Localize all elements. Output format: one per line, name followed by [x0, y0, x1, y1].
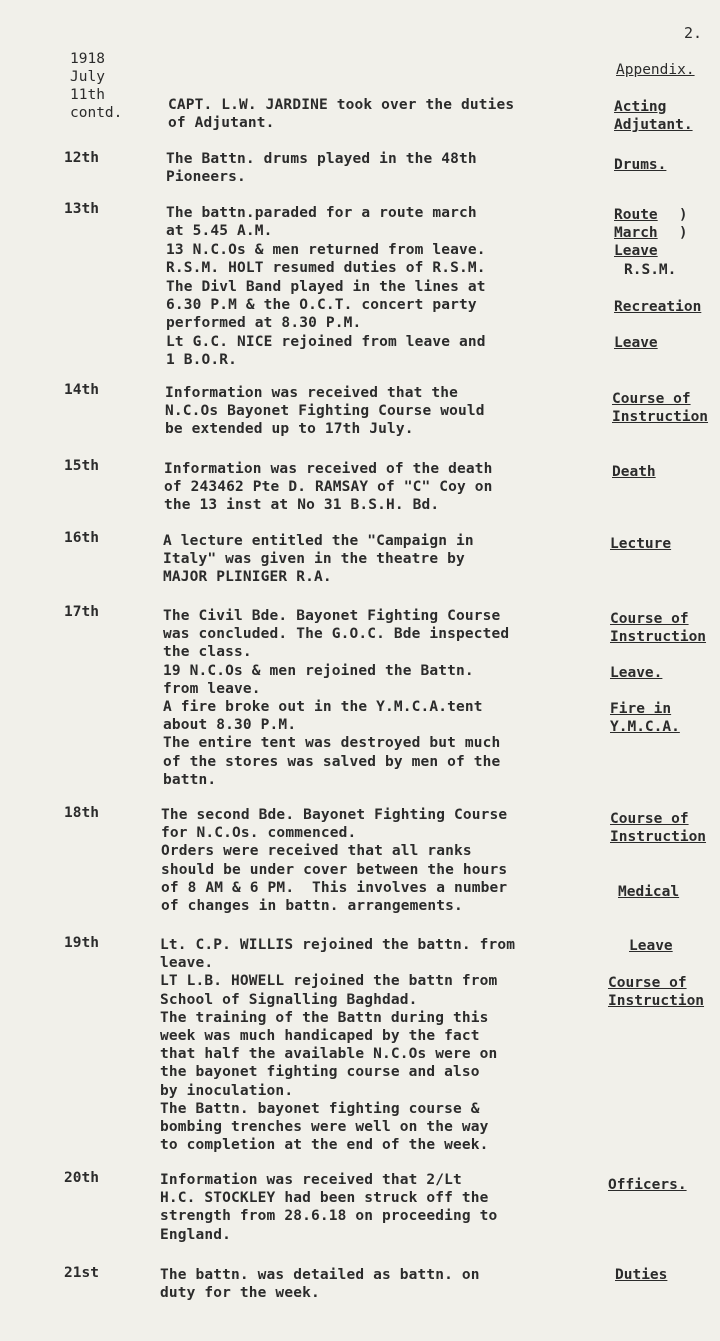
entry-text	[160, 1266, 480, 1302]
tag-line: Course of	[608, 975, 687, 991]
appendix-tag	[615, 1266, 667, 1284]
appendix-heading: Appendix.	[616, 62, 695, 78]
entry-line: was concluded. The G.O.C. Bde inspected	[163, 626, 510, 643]
entry-line: Lt. C.P. WILLIS rejoined the battn. from	[160, 937, 516, 953]
entry-line: School of Signalling Baghdad.	[160, 991, 418, 1008]
date-heading	[70, 50, 122, 122]
tag-line: Course of	[612, 391, 691, 407]
appendix-tag	[629, 937, 673, 955]
entry-line: performed at 8.30 P.M.	[166, 315, 362, 332]
brace-mark: )	[679, 207, 688, 223]
entry-line: LT L.B. HOWELL rejoined the battn from	[160, 973, 498, 990]
appendix-tag	[614, 334, 658, 352]
entry-line: 19 N.C.Os & men rejoined the Battn.	[163, 662, 474, 679]
entry-line: H.C. STOCKLEY had been struck off the	[160, 1190, 489, 1207]
entry-day: 16th	[64, 530, 99, 546]
tag-line: Leave.	[610, 665, 663, 681]
entry-line: for N.C.Os. commenced.	[161, 825, 357, 842]
brace-mark: )	[679, 225, 688, 241]
entry-line: of Adjutant.	[168, 115, 275, 132]
entry-line: week was much handicaped by the fact	[160, 1028, 480, 1045]
tag-line: Y.M.C.A.	[610, 719, 680, 736]
entry-line: CAPT. L.W. JARDINE took over the duties	[168, 97, 515, 113]
entry-line: The training of the Battn during this	[160, 1009, 489, 1026]
entry-day: 17th	[64, 604, 99, 620]
first-day: 11th	[70, 87, 105, 103]
entry-day: 18th	[64, 805, 99, 821]
tag-line: Course of	[610, 811, 689, 827]
entry-text	[166, 204, 486, 370]
entry-line: A fire broke out in the Y.M.C.A.tent	[163, 699, 483, 716]
entry-line: N.C.Os Bayonet Fighting Course would	[165, 403, 485, 420]
entry-line: should be under cover between the hours	[161, 861, 508, 878]
entry-line: from leave.	[163, 680, 261, 697]
entry-text	[168, 96, 514, 132]
entry-line: R.S.M. HOLT resumed duties of R.S.M.	[166, 260, 486, 277]
entry-day: 15th	[64, 458, 99, 474]
entry-line: leave.	[160, 955, 214, 972]
entry-line: England.	[160, 1226, 232, 1243]
entry-line: the 13 inst at No 31 B.S.H. Bd.	[164, 497, 440, 514]
month: July	[70, 69, 105, 85]
tag-line: Drums.	[614, 157, 667, 173]
entry-line: The Battn. drums played in the 48th	[166, 151, 477, 167]
entry-line: Italy" was given in the theatre by	[163, 551, 465, 568]
tag-line: Leave	[629, 938, 673, 954]
appendix-tag	[614, 98, 693, 134]
tag-line: Fire in	[610, 701, 672, 717]
entry-day: 13th	[64, 201, 99, 217]
appendix-tag	[610, 810, 706, 846]
tag-line: R.S.M.	[624, 261, 677, 278]
entry-line: bombing trenches were well on the way	[160, 1119, 489, 1136]
appendix-tag	[610, 610, 706, 646]
entry-text	[163, 532, 474, 587]
entry-line: strength from 28.6.18 on proceeding to	[160, 1208, 498, 1225]
entry-line: A lecture entitled the "Campaign in	[163, 533, 474, 549]
tag-line: Course of	[610, 611, 689, 627]
entry-line: of changes in battn. arrangements.	[161, 898, 463, 915]
entry-line: Pioneers.	[166, 169, 246, 186]
entry-text	[160, 936, 515, 1154]
tag-line: Adjutant.	[614, 117, 693, 134]
tag-line: Medical	[618, 884, 680, 900]
entry-line: of 243462 Pte D. RAMSAY of "C" Coy on	[164, 479, 493, 496]
appendix-tag	[614, 206, 676, 279]
year: 1918	[70, 51, 105, 67]
entry-line: the bayonet fighting course and also	[160, 1064, 480, 1081]
tag-line: Acting	[614, 99, 667, 115]
appendix-tag	[608, 974, 704, 1010]
appendix-tag	[608, 1176, 687, 1194]
entry-day: 14th	[64, 382, 99, 398]
entry-line: 1 B.O.R.	[166, 352, 238, 369]
tag-line: Instruction	[610, 629, 707, 646]
entry-line: Orders were received that all ranks	[161, 843, 472, 860]
appendix-tag	[610, 700, 680, 736]
appendix-tag	[612, 463, 656, 481]
entry-line: by inoculation.	[160, 1082, 294, 1099]
tag-line: March	[614, 225, 658, 242]
entry-line: to completion at the end of the week.	[160, 1137, 489, 1154]
appendix-tag	[612, 390, 708, 426]
entry-line: duty for the week.	[160, 1285, 320, 1302]
appendix-tag	[614, 156, 666, 174]
entry-day: 20th	[64, 1170, 99, 1186]
tag-line: Death	[612, 464, 656, 480]
tag-line: Lecture	[610, 536, 672, 552]
contd-label: contd.	[70, 105, 123, 121]
entry-line: The Civil Bde. Bayonet Fighting Course	[163, 608, 501, 624]
entry-line: about 8.30 P.M.	[163, 717, 297, 734]
entry-text	[160, 1171, 497, 1244]
page-number: 2.	[684, 24, 703, 42]
entry-line: The Battn. bayonet fighting course &	[160, 1100, 480, 1117]
entry-day: 19th	[64, 935, 99, 951]
entry-line: Information was received that 2/Lt	[160, 1172, 462, 1188]
appendix-tag	[610, 535, 671, 553]
tag-line: Instruction	[612, 409, 709, 426]
tag-line: Instruction	[610, 829, 707, 846]
entry-line: at 5.45 A.M.	[166, 223, 273, 240]
entry-day: 21st	[64, 1265, 99, 1281]
entry-line: 6.30 P.M & the O.C.T. concert party	[166, 297, 477, 314]
entry-line: The second Bde. Bayonet Fighting Course	[161, 807, 508, 823]
tag-line: Leave	[614, 243, 658, 260]
entry-line: The battn. was detailed as battn. on	[160, 1267, 480, 1283]
entry-line: The Divl Band played in the lines at	[166, 278, 486, 295]
entry-line: The battn.paraded for a route march	[166, 205, 477, 221]
tag-line: Duties	[615, 1267, 668, 1283]
entry-line: of 8 AM & 6 PM. This involves a number	[161, 879, 508, 896]
tag-line: Instruction	[608, 993, 705, 1010]
entry-line: the class.	[163, 644, 252, 661]
entry-line: Information was received of the death	[164, 461, 493, 477]
appendix-tag	[610, 664, 662, 682]
appendix-tag	[614, 298, 701, 316]
entry-text	[163, 607, 509, 789]
entry-line: Lt G.C. NICE rejoined from leave and	[166, 333, 486, 350]
entry-text	[165, 384, 485, 439]
tag-line: Leave	[614, 335, 658, 351]
entry-text	[166, 150, 477, 186]
entry-line: MAJOR PLINIGER R.A.	[163, 569, 332, 586]
entry-line: The entire tent was destroyed but much	[163, 735, 501, 752]
tag-line: Officers.	[608, 1177, 687, 1193]
appendix-tag	[618, 883, 679, 901]
tag-line: Route	[614, 207, 658, 223]
entry-line: Information was received that the	[165, 385, 459, 401]
entry-line: of the stores was salved by men of the	[163, 753, 501, 770]
entry-line: 13 N.C.Os & men returned from leave.	[166, 241, 486, 258]
entry-line: that half the available N.C.Os were on	[160, 1046, 498, 1063]
entry-day: 12th	[64, 150, 99, 166]
tag-line: Recreation	[614, 299, 702, 315]
entry-text	[161, 806, 507, 915]
entry-line: battn.	[163, 771, 217, 788]
entry-line: be extended up to 17th July.	[165, 421, 414, 438]
entry-text	[164, 460, 493, 515]
